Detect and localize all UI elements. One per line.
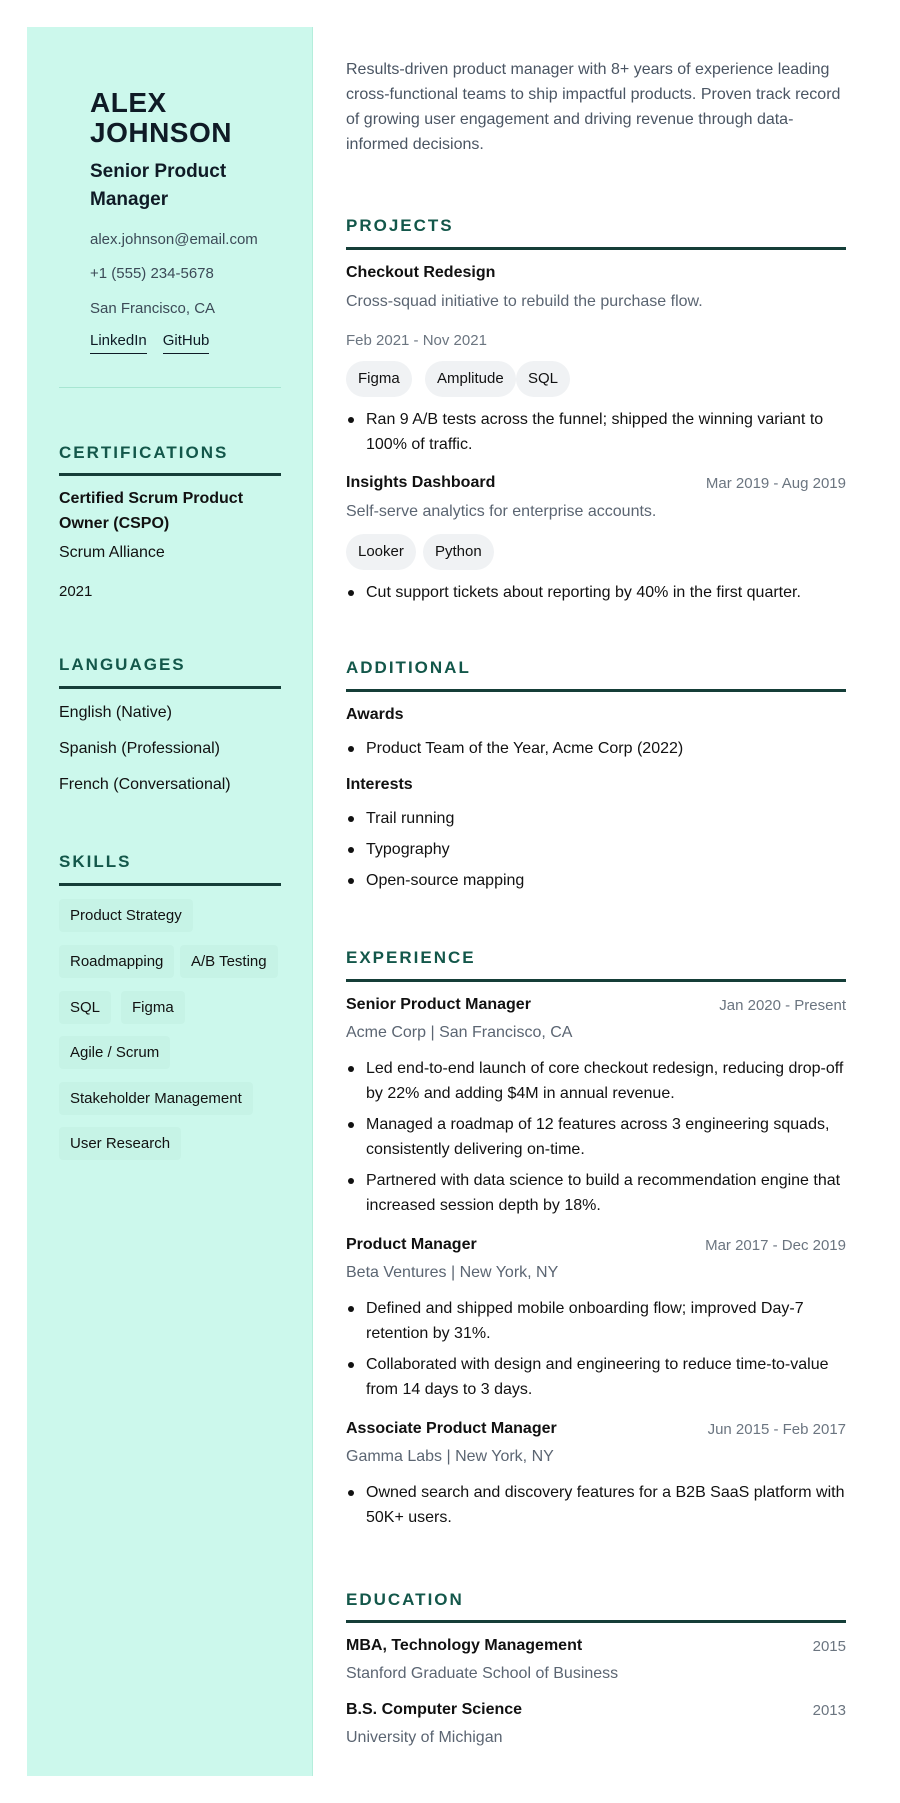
skill-chip: Figma	[121, 991, 185, 1024]
languages-rule	[59, 686, 281, 689]
job-title: Product Manager	[346, 1236, 477, 1253]
email[interactable]: alex.johnson@email.com	[90, 231, 258, 248]
profile-links	[90, 332, 209, 354]
github-link[interactable]: GitHub	[163, 332, 210, 354]
project-dates: Mar 2019 - Aug 2019	[705, 475, 846, 492]
candidate-name: ALEX JOHNSON	[90, 87, 232, 148]
degree-title: MBA, Technology Management	[346, 1637, 583, 1654]
project-bullets	[346, 580, 846, 605]
bullet-item: Collaborated with design and engineering to reduce time-to-value from 14 days to 3 days.	[346, 1352, 846, 1402]
bullet-item: Ran 9 A/B tests across the funnel; shipped the winning variant to 100% of traffic.	[346, 407, 846, 457]
bullet-item: Open-source mapping	[346, 868, 846, 893]
language-item: English (Native)	[59, 704, 172, 721]
skill-chip: A/B Testing	[180, 945, 278, 978]
degree-title: B.S. Computer Science	[346, 1701, 523, 1718]
bullet-item: Trail running	[346, 806, 846, 831]
project-title: Checkout Redesign	[346, 264, 496, 281]
certification-title: Certified Scrum Product Owner (CSPO)	[59, 490, 244, 532]
skill-chip: Product Strategy	[59, 899, 193, 932]
education-heading: EDUCATION	[346, 1590, 464, 1609]
language-item: Spanish (Professional)	[59, 740, 220, 757]
linkedin-link[interactable]: LinkedIn	[90, 332, 147, 354]
experience-rule	[346, 979, 846, 982]
job-dates: Jan 2020 - Present	[719, 997, 846, 1014]
languages-heading: LANGUAGES	[59, 655, 186, 674]
location: San Francisco, CA	[90, 300, 216, 317]
project-tag: Figma	[346, 361, 412, 397]
additional-heading: ADDITIONAL	[346, 658, 471, 677]
project-title: Insights Dashboard	[346, 474, 496, 491]
awards-label: Awards	[346, 706, 404, 723]
job-company: Gamma Labs | New York, NY	[346, 1448, 554, 1465]
project-tag: Python	[423, 534, 494, 570]
bullet-item: Product Team of the Year, Acme Corp (2022)	[346, 736, 846, 761]
candidate-title: Senior Product Manager	[90, 161, 227, 210]
language-item: French (Conversational)	[59, 776, 231, 793]
job-bullets	[346, 1296, 846, 1402]
certifications-rule	[59, 473, 281, 476]
summary: Results-driven product manager with 8+ years of experience leading cross-functional teams to ship impactful products. Proven track record of growing user engagement and driving revenue through data-informed decisions.	[346, 61, 841, 153]
sidebar	[27, 27, 313, 1776]
job-dates: Mar 2017 - Dec 2019	[705, 1237, 846, 1254]
project-tag: Amplitude	[425, 361, 516, 397]
job-company: Acme Corp | San Francisco, CA	[346, 1024, 573, 1041]
degree-year: 2013	[812, 1702, 846, 1719]
projects-rule	[346, 247, 846, 250]
certification-issuer: Scrum Alliance	[59, 544, 165, 561]
bullet-item: Typography	[346, 837, 846, 862]
job-title: Senior Product Manager	[346, 996, 531, 1013]
project-tag: SQL	[516, 361, 570, 397]
skills-heading: SKILLS	[59, 852, 132, 871]
job-company: Beta Ventures | New York, NY	[346, 1264, 559, 1281]
bullet-item: Managed a roadmap of 12 features across 3 engineering squads, consistently delivering on-time.	[346, 1112, 846, 1162]
bullet-item: Owned search and discovery features for a B2B SaaS platform with 50K+ users.	[346, 1480, 846, 1530]
project-description: Cross-squad initiative to rebuild the purchase flow.	[346, 293, 703, 310]
school-name: University of Michigan	[346, 1729, 503, 1746]
bullet-item: Defined and shipped mobile onboarding flow; improved Day-7 retention by 31%.	[346, 1296, 846, 1346]
certification-year: 2021	[59, 583, 93, 600]
skill-chip: User Research	[59, 1127, 181, 1160]
certifications-heading: CERTIFICATIONS	[59, 443, 229, 462]
project-dates: Feb 2021 - Nov 2021	[346, 332, 487, 349]
experience-heading: EXPERIENCE	[346, 948, 476, 967]
bullet-item: Cut support tickets about reporting by 40% in the first quarter.	[346, 580, 846, 605]
degree-year: 2015	[812, 1638, 846, 1655]
job-dates: Jun 2015 - Feb 2017	[707, 1421, 846, 1438]
job-title: Associate Product Manager	[346, 1420, 557, 1437]
school-name: Stanford Graduate School of Business	[346, 1665, 619, 1682]
education-rule	[346, 1620, 846, 1623]
resume-page	[27, 27, 873, 1776]
interests-label: Interests	[346, 776, 413, 793]
interests-list	[346, 806, 846, 893]
awards-list	[346, 736, 846, 761]
job-bullets	[346, 1056, 846, 1218]
project-description: Self-serve analytics for enterprise accounts.	[346, 503, 657, 520]
bullet-item: Led end-to-end launch of core checkout redesign, reducing drop-off by 22% and adding $4M in annual revenue.	[346, 1056, 846, 1106]
skill-chip: Stakeholder Management	[59, 1082, 253, 1115]
skill-chip: Agile / Scrum	[59, 1036, 170, 1069]
skill-chip: Roadmapping	[59, 945, 174, 978]
project-bullets	[346, 407, 846, 457]
projects-heading: PROJECTS	[346, 216, 454, 235]
skill-chip: SQL	[59, 991, 111, 1024]
job-bullets	[346, 1480, 846, 1530]
additional-rule	[346, 689, 846, 692]
sidebar-divider	[59, 387, 281, 388]
skills-rule	[59, 883, 281, 886]
project-tag: Looker	[346, 534, 416, 570]
phone[interactable]: +1 (555) 234-5678	[90, 265, 214, 282]
bullet-item: Partnered with data science to build a recommendation engine that increased session depth by 18%.	[346, 1168, 846, 1218]
